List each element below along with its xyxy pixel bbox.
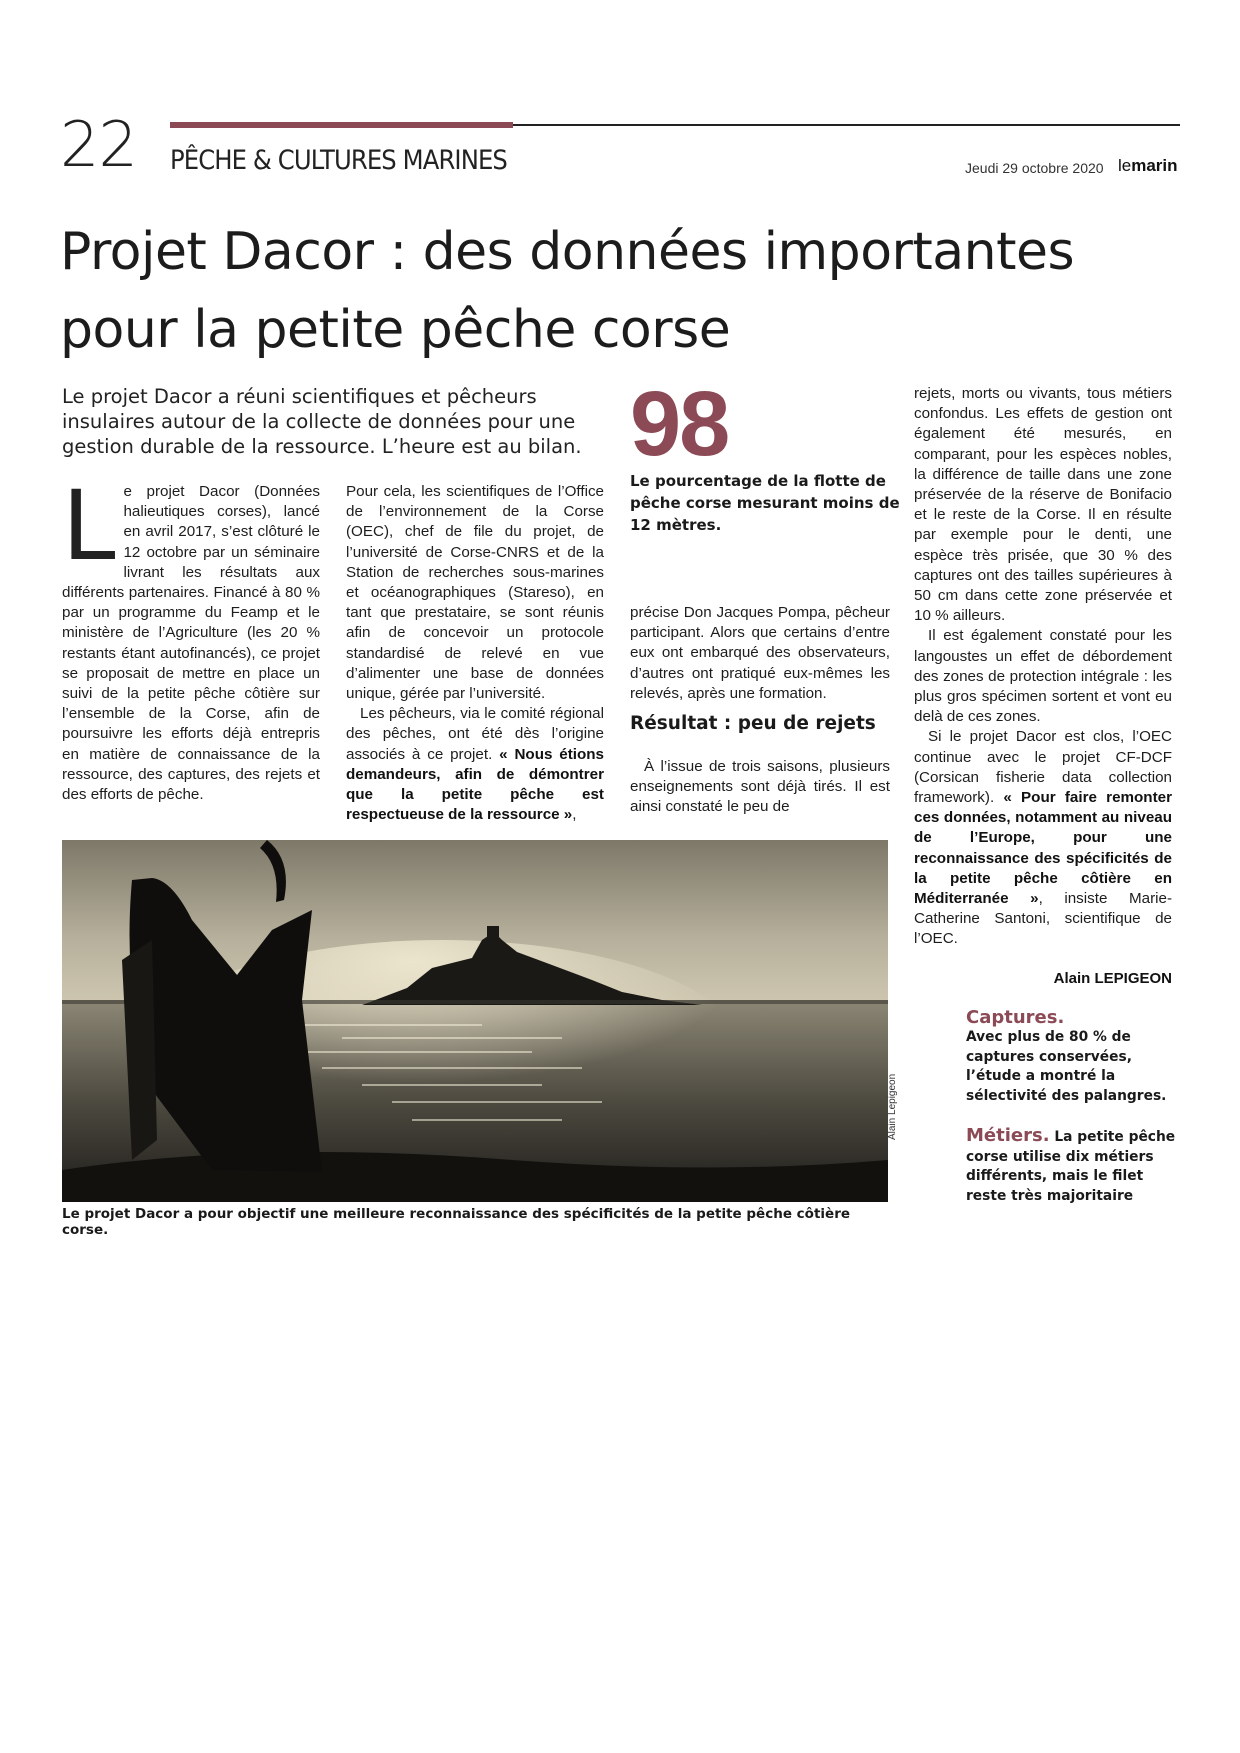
article-photo xyxy=(62,840,888,1202)
paragraph-text: Si le projet Dacor est clos, l’OEC continue avec le projet CF-DCF (Corsican fisherie data collection framework). xyxy=(914,728,1172,807)
paragraph-text: Les pêcheurs, via le comité régional des pêches, ont été dès l’origine associés à ce projet. xyxy=(346,705,604,763)
page-number: 22 xyxy=(60,108,137,181)
drop-cap: L xyxy=(62,470,116,582)
brand-name: marin xyxy=(1131,156,1178,175)
brand-prefix: le xyxy=(1118,156,1132,175)
header-accent-rule xyxy=(170,122,513,128)
paragraph: rejets, morts ou vivants, tous métiers confondus. Les effets de gestion ont également été mesurés, en comparant, pour les espèces nobles, la différence de taille dans une zone préservée de la réserve de Bonifacio et le reste de la Corse. Il en résulte par exemple pour le denti, une espèce très prisée, que 30 % des captures ont des tailles supérieures à 50 cm dans cette zone préservée et 10 % ailleurs. xyxy=(914,385,1172,625)
section-title: PÊCHE & CULTURES MARINES xyxy=(170,145,507,176)
paragraph: e projet Dacor (Données halieutiques corses), lancé en avril 2017, s’est clôturé le 12 octobre par un séminaire livrant les résultats aux différents partenaires. Financé à 80 % par un programme du Feamp et le ministère de l’Agriculture (les 20 % restants étant autofinancés), ce projet se proposait de mettre en place un suivi de la petite pêche côtière sur l’ensemble de la Corse, afin de poursuivre les efforts déjà entrepris en matière de connaissance de la ressource, des captures, des rejets et des efforts de pêche. xyxy=(62,483,320,804)
author-byline: Alain LEPIGEON xyxy=(1053,970,1172,987)
column-3-continued xyxy=(630,757,890,818)
sidebar-box-captures xyxy=(966,1007,1176,1106)
column-1 xyxy=(62,470,320,805)
box-text: La petite pêche corse utilise dix métiers différents, mais le filet reste très majoritaire xyxy=(966,1129,1176,1204)
column-3 xyxy=(630,603,890,704)
box-heading: Métiers. xyxy=(966,1125,1050,1146)
photo-caption: Le projet Dacor a pour objectif une meilleure reconnaissance des spécificités de la petite pêche côtière corse. xyxy=(62,1206,851,1238)
box-text: Avec plus de 80 % de captures conservées, l’étude a montré la sélectivité des palangres. xyxy=(966,1029,1167,1104)
subheading: Résultat : peu de rejets xyxy=(630,713,876,734)
photo-credit: Alain Lepigeon xyxy=(887,1073,898,1140)
paragraph xyxy=(346,704,604,825)
box-content xyxy=(966,1126,1176,1206)
paragraph xyxy=(914,727,1172,949)
column-2 xyxy=(346,482,604,825)
paragraph: précise Don Jacques Pompa, pêcheur participant. Alors que certains d’entre eux ont embarqué des observateurs, d’autres ont pratiqué eux-mêmes les relevés, après une formation. xyxy=(630,604,890,702)
stat-number: 98 xyxy=(630,373,729,475)
issue-date: Jeudi 29 octobre 2020 xyxy=(965,160,1104,176)
brand-logo xyxy=(1118,156,1178,176)
paragraph-text: , xyxy=(572,806,577,824)
title-line-1: Projet Dacor : des données importantes xyxy=(60,222,1075,282)
paragraph: Pour cela, les scientifiques de l’Office de l’environnement de la Corse (OEC), chef de file du projet, de l’université de Corse-CNRS et de la Station de recherches sous-marines et océanographiques (Stareso), en tant que prestataire, se sont réunis afin de concevoir un protocole standardisé de relevé en vue d’alimenter une base de données unique, gérée par l’université. xyxy=(346,483,604,703)
sidebar-box-metiers xyxy=(966,1126,1176,1206)
quote: « Pour faire remonter ces données, notamment au niveau de l’Europe, pour une reconnaissance des spécificités de la petite pêche côtière en Méditerranée » xyxy=(914,789,1172,908)
title-line-2: pour la petite pêche corse xyxy=(60,300,731,360)
box-heading: Captures. xyxy=(966,1007,1065,1028)
quote: « Nous étions demandeurs, afin de démontrer que la petite pêche est respectueuse de la ressource » xyxy=(346,745,604,824)
paragraph-text: , insiste Marie-Catherine Santoni, scientifique de l’OEC. xyxy=(914,890,1173,948)
paragraph: À l’issue de trois saisons, plusieurs enseignements sont déjà tirés. Il est ainsi constaté le peu de xyxy=(630,758,890,816)
article-title xyxy=(60,213,1160,369)
column-4 xyxy=(914,384,1172,950)
stat-text: Le pourcentage de la flotte de pêche corse mesurant moins de 12 mètres. xyxy=(630,472,900,534)
article-lede: Le projet Dacor a réuni scientifiques et pêcheurs insulaires autour de la collecte de données pour une gestion durable de la ressource. L’heure est au bilan. xyxy=(62,385,582,458)
paragraph: Il est également constaté pour les langoustes un effet de débordement des zones de protection intégrale : les plus gros spécimen sortent et vont eu delà de ces zones. xyxy=(914,627,1172,726)
